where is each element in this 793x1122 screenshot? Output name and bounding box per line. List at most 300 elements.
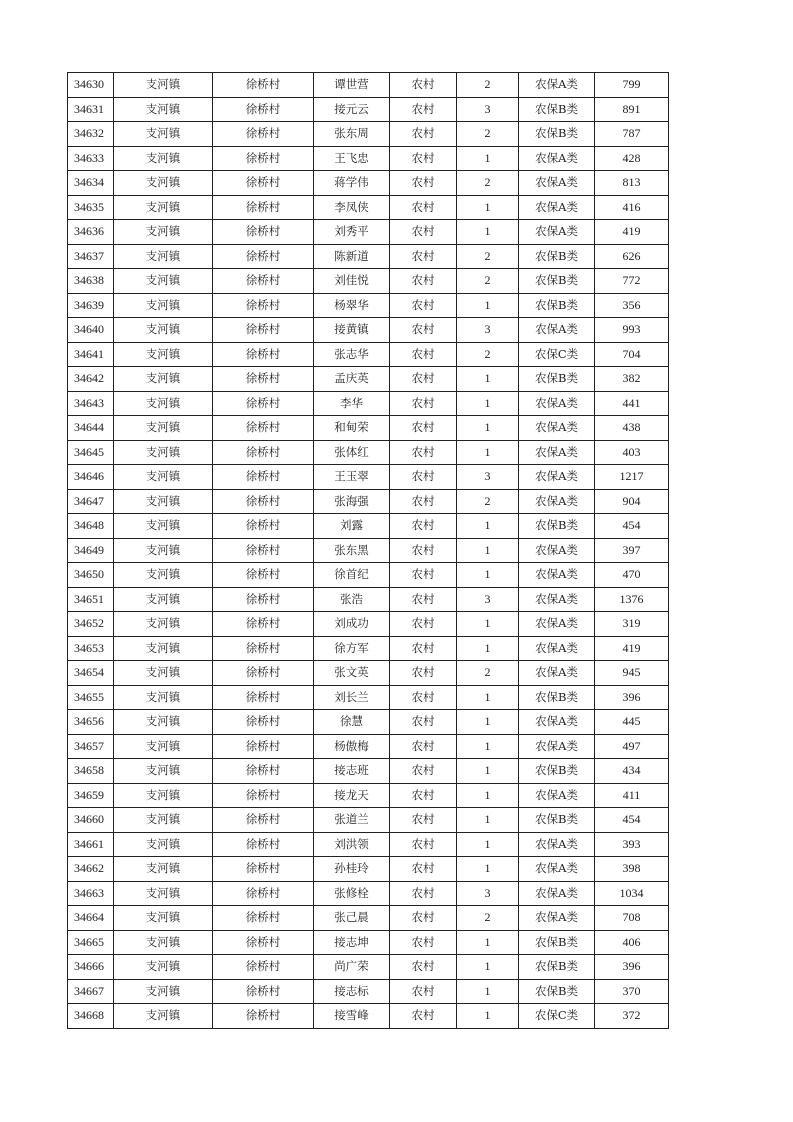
area-type-cell: 农村 [390,465,457,490]
area-type-cell: 农村 [390,97,457,122]
area-type-cell: 农村 [390,146,457,171]
amount-cell: 454 [595,514,669,539]
area-type-cell: 农村 [390,881,457,906]
household-count-cell: 1 [457,783,519,808]
village-cell: 徐桥村 [213,293,314,318]
table-body [68,73,669,1029]
person-name-cell: 杨翠华 [314,293,390,318]
household-count-cell: 1 [457,440,519,465]
person-name-cell: 李凤侠 [314,195,390,220]
village-cell: 徐桥村 [213,881,314,906]
household-count-cell: 1 [457,1004,519,1029]
household-count-cell: 3 [457,465,519,490]
insurance-category-cell: 农保A类 [519,881,595,906]
village-cell: 徐桥村 [213,440,314,465]
person-name-cell: 刘佳悦 [314,269,390,294]
household-count-cell: 1 [457,832,519,857]
insurance-category-cell: 农保A类 [519,538,595,563]
amount-cell: 397 [595,538,669,563]
area-type-cell: 农村 [390,636,457,661]
household-count-cell: 1 [457,220,519,245]
town-cell: 支河镇 [114,318,213,343]
household-count-cell: 1 [457,514,519,539]
village-cell: 徐桥村 [213,906,314,931]
village-cell: 徐桥村 [213,685,314,710]
town-cell: 支河镇 [114,857,213,882]
row-id-cell: 34665 [68,930,114,955]
table-row [68,930,669,955]
insurance-category-cell: 农保B类 [519,244,595,269]
village-cell: 徐桥村 [213,612,314,637]
village-cell: 徐桥村 [213,930,314,955]
town-cell: 支河镇 [114,269,213,294]
town-cell: 支河镇 [114,734,213,759]
table-row [68,881,669,906]
person-name-cell: 杨傲梅 [314,734,390,759]
town-cell: 支河镇 [114,710,213,735]
insurance-category-cell: 农保A类 [519,465,595,490]
insurance-category-cell: 农保A类 [519,612,595,637]
area-type-cell: 农村 [390,318,457,343]
household-count-cell: 3 [457,881,519,906]
village-cell: 徐桥村 [213,318,314,343]
area-type-cell: 农村 [390,440,457,465]
row-id-cell: 34647 [68,489,114,514]
table-row [68,661,669,686]
amount-cell: 704 [595,342,669,367]
amount-cell: 470 [595,563,669,588]
insurance-category-cell: 农保A类 [519,906,595,931]
area-type-cell: 农村 [390,955,457,980]
area-type-cell: 农村 [390,808,457,833]
area-type-cell: 农村 [390,220,457,245]
area-type-cell: 农村 [390,73,457,98]
area-type-cell: 农村 [390,269,457,294]
table-row [68,563,669,588]
household-count-cell: 2 [457,244,519,269]
household-count-cell: 1 [457,685,519,710]
area-type-cell: 农村 [390,734,457,759]
table-row [68,612,669,637]
insurance-category-cell: 农保B类 [519,367,595,392]
village-cell: 徐桥村 [213,832,314,857]
town-cell: 支河镇 [114,881,213,906]
town-cell: 支河镇 [114,391,213,416]
town-cell: 支河镇 [114,342,213,367]
amount-cell: 891 [595,97,669,122]
town-cell: 支河镇 [114,955,213,980]
amount-cell: 799 [595,73,669,98]
village-cell: 徐桥村 [213,391,314,416]
insurance-category-cell: 农保B类 [519,122,595,147]
town-cell: 支河镇 [114,563,213,588]
person-name-cell: 和甸荣 [314,416,390,441]
town-cell: 支河镇 [114,759,213,784]
insurance-category-cell: 农保B类 [519,930,595,955]
amount-cell: 406 [595,930,669,955]
insurance-category-cell: 农保A类 [519,563,595,588]
village-cell: 徐桥村 [213,416,314,441]
amount-cell: 419 [595,220,669,245]
amount-cell: 398 [595,857,669,882]
insurance-category-cell: 农保A类 [519,73,595,98]
village-cell: 徐桥村 [213,808,314,833]
area-type-cell: 农村 [390,832,457,857]
table-row [68,636,669,661]
village-cell: 徐桥村 [213,269,314,294]
amount-cell: 787 [595,122,669,147]
table-row [68,122,669,147]
person-name-cell: 陈新道 [314,244,390,269]
area-type-cell: 农村 [390,587,457,612]
person-name-cell: 接志班 [314,759,390,784]
person-name-cell: 接雪峰 [314,1004,390,1029]
row-id-cell: 34651 [68,587,114,612]
insurance-category-cell: 农保A类 [519,416,595,441]
household-count-cell: 1 [457,563,519,588]
village-cell: 徐桥村 [213,146,314,171]
town-cell: 支河镇 [114,244,213,269]
village-cell: 徐桥村 [213,759,314,784]
table-row [68,808,669,833]
amount-cell: 772 [595,269,669,294]
town-cell: 支河镇 [114,416,213,441]
insurance-category-cell: 农保B类 [519,685,595,710]
row-id-cell: 34650 [68,563,114,588]
town-cell: 支河镇 [114,832,213,857]
amount-cell: 993 [595,318,669,343]
insurance-category-cell: 农保A类 [519,783,595,808]
amount-cell: 356 [595,293,669,318]
insurance-category-cell: 农保A类 [519,636,595,661]
row-id-cell: 34635 [68,195,114,220]
household-count-cell: 2 [457,906,519,931]
row-id-cell: 34664 [68,906,114,931]
insurance-category-cell: 农保B类 [519,293,595,318]
row-id-cell: 34659 [68,783,114,808]
person-name-cell: 张东黑 [314,538,390,563]
household-count-cell: 1 [457,538,519,563]
row-id-cell: 34633 [68,146,114,171]
table-row [68,342,669,367]
row-id-cell: 34630 [68,73,114,98]
household-count-cell: 1 [457,857,519,882]
insurance-category-cell: 农保A类 [519,832,595,857]
row-id-cell: 34631 [68,97,114,122]
row-id-cell: 34667 [68,979,114,1004]
table-row [68,293,669,318]
amount-cell: 441 [595,391,669,416]
row-id-cell: 34640 [68,318,114,343]
person-name-cell: 接龙天 [314,783,390,808]
insurance-category-cell: 农保A类 [519,489,595,514]
insurance-category-cell: 农保B类 [519,955,595,980]
insurance-category-cell: 农保B类 [519,269,595,294]
town-cell: 支河镇 [114,465,213,490]
household-count-cell: 1 [457,710,519,735]
amount-cell: 813 [595,171,669,196]
table-row [68,1004,669,1029]
town-cell: 支河镇 [114,979,213,1004]
insurance-category-cell: 农保A类 [519,440,595,465]
person-name-cell: 蒋学伟 [314,171,390,196]
amount-cell: 372 [595,1004,669,1029]
table-row [68,783,669,808]
table-row [68,538,669,563]
village-cell: 徐桥村 [213,514,314,539]
town-cell: 支河镇 [114,636,213,661]
person-name-cell: 接元云 [314,97,390,122]
insurance-category-cell: 农保A类 [519,318,595,343]
row-id-cell: 34653 [68,636,114,661]
village-cell: 徐桥村 [213,587,314,612]
row-id-cell: 34634 [68,171,114,196]
row-id-cell: 34637 [68,244,114,269]
town-cell: 支河镇 [114,783,213,808]
household-count-cell: 1 [457,636,519,661]
amount-cell: 428 [595,146,669,171]
amount-cell: 319 [595,612,669,637]
town-cell: 支河镇 [114,538,213,563]
person-name-cell: 接志标 [314,979,390,1004]
row-id-cell: 34642 [68,367,114,392]
amount-cell: 1034 [595,881,669,906]
area-type-cell: 农村 [390,906,457,931]
person-name-cell: 刘露 [314,514,390,539]
table-row [68,195,669,220]
person-name-cell: 徐慧 [314,710,390,735]
household-count-cell: 1 [457,391,519,416]
amount-cell: 396 [595,955,669,980]
household-count-cell: 3 [457,587,519,612]
person-name-cell: 孙桂玲 [314,857,390,882]
area-type-cell: 农村 [390,514,457,539]
village-cell: 徐桥村 [213,710,314,735]
person-name-cell: 刘成功 [314,612,390,637]
household-count-cell: 1 [457,195,519,220]
area-type-cell: 农村 [390,1004,457,1029]
table-row [68,220,669,245]
village-cell: 徐桥村 [213,955,314,980]
row-id-cell: 34652 [68,612,114,637]
village-cell: 徐桥村 [213,1004,314,1029]
amount-cell: 945 [595,661,669,686]
person-name-cell: 王玉翠 [314,465,390,490]
area-type-cell: 农村 [390,122,457,147]
area-type-cell: 农村 [390,783,457,808]
person-name-cell: 张海强 [314,489,390,514]
village-cell: 徐桥村 [213,783,314,808]
person-name-cell: 徐方军 [314,636,390,661]
village-cell: 徐桥村 [213,538,314,563]
row-id-cell: 34641 [68,342,114,367]
town-cell: 支河镇 [114,293,213,318]
person-name-cell: 张体红 [314,440,390,465]
insurance-category-cell: 农保B类 [519,759,595,784]
row-id-cell: 34662 [68,857,114,882]
village-cell: 徐桥村 [213,465,314,490]
town-cell: 支河镇 [114,171,213,196]
area-type-cell: 农村 [390,293,457,318]
village-cell: 徐桥村 [213,97,314,122]
person-name-cell: 王飞忠 [314,146,390,171]
person-name-cell: 徐首纪 [314,563,390,588]
row-id-cell: 34668 [68,1004,114,1029]
person-name-cell: 李华 [314,391,390,416]
insurance-category-cell: 农保A类 [519,220,595,245]
amount-cell: 382 [595,367,669,392]
amount-cell: 416 [595,195,669,220]
table-row [68,685,669,710]
table-row [68,440,669,465]
household-count-cell: 1 [457,734,519,759]
row-id-cell: 34657 [68,734,114,759]
household-count-cell: 2 [457,171,519,196]
table-row [68,97,669,122]
insurance-category-cell: 农保B类 [519,808,595,833]
area-type-cell: 农村 [390,489,457,514]
insurance-category-cell: 农保C类 [519,342,595,367]
town-cell: 支河镇 [114,195,213,220]
household-count-cell: 3 [457,97,519,122]
village-cell: 徐桥村 [213,367,314,392]
table-row [68,587,669,612]
household-count-cell: 1 [457,955,519,980]
amount-cell: 1217 [595,465,669,490]
area-type-cell: 农村 [390,195,457,220]
amount-cell: 434 [595,759,669,784]
row-id-cell: 34655 [68,685,114,710]
table-row [68,710,669,735]
area-type-cell: 农村 [390,979,457,1004]
row-id-cell: 34661 [68,832,114,857]
insurance-category-cell: 农保A类 [519,710,595,735]
row-id-cell: 34636 [68,220,114,245]
household-count-cell: 1 [457,293,519,318]
person-name-cell: 尚广荣 [314,955,390,980]
area-type-cell: 农村 [390,759,457,784]
table-row [68,367,669,392]
person-name-cell: 张文英 [314,661,390,686]
table-row [68,857,669,882]
amount-cell: 419 [595,636,669,661]
person-name-cell: 接黄镇 [314,318,390,343]
table-row [68,465,669,490]
row-id-cell: 34638 [68,269,114,294]
household-count-cell: 1 [457,808,519,833]
insurance-category-cell: 农保A类 [519,171,595,196]
town-cell: 支河镇 [114,220,213,245]
table-row [68,979,669,1004]
row-id-cell: 34663 [68,881,114,906]
amount-cell: 1376 [595,587,669,612]
person-name-cell: 张浩 [314,587,390,612]
town-cell: 支河镇 [114,1004,213,1029]
row-id-cell: 34646 [68,465,114,490]
person-name-cell: 刘洪领 [314,832,390,857]
town-cell: 支河镇 [114,685,213,710]
person-name-cell: 张志华 [314,342,390,367]
town-cell: 支河镇 [114,122,213,147]
town-cell: 支河镇 [114,661,213,686]
person-name-cell: 张己晨 [314,906,390,931]
person-name-cell: 接志坤 [314,930,390,955]
area-type-cell: 农村 [390,391,457,416]
insurance-category-cell: 农保A类 [519,734,595,759]
village-cell: 徐桥村 [213,122,314,147]
amount-cell: 396 [595,685,669,710]
table-row [68,832,669,857]
row-id-cell: 34644 [68,416,114,441]
village-cell: 徐桥村 [213,195,314,220]
table-row [68,906,669,931]
village-cell: 徐桥村 [213,734,314,759]
town-cell: 支河镇 [114,906,213,931]
household-count-cell: 2 [457,661,519,686]
town-cell: 支河镇 [114,146,213,171]
area-type-cell: 农村 [390,171,457,196]
insurance-category-cell: 农保C类 [519,1004,595,1029]
row-id-cell: 34645 [68,440,114,465]
row-id-cell: 34648 [68,514,114,539]
row-id-cell: 34649 [68,538,114,563]
table-row [68,489,669,514]
area-type-cell: 农村 [390,857,457,882]
table-row [68,146,669,171]
table-row [68,244,669,269]
town-cell: 支河镇 [114,514,213,539]
row-id-cell: 34654 [68,661,114,686]
village-cell: 徐桥村 [213,636,314,661]
household-count-cell: 1 [457,416,519,441]
row-id-cell: 34639 [68,293,114,318]
amount-cell: 708 [595,906,669,931]
area-type-cell: 农村 [390,930,457,955]
area-type-cell: 农村 [390,563,457,588]
village-cell: 徐桥村 [213,171,314,196]
table-row [68,955,669,980]
town-cell: 支河镇 [114,367,213,392]
village-cell: 徐桥村 [213,342,314,367]
area-type-cell: 农村 [390,710,457,735]
data-table [67,72,669,1029]
person-name-cell: 张道兰 [314,808,390,833]
amount-cell: 904 [595,489,669,514]
area-type-cell: 农村 [390,244,457,269]
person-name-cell: 谭世营 [314,73,390,98]
table-row [68,269,669,294]
town-cell: 支河镇 [114,612,213,637]
person-name-cell: 张修栓 [314,881,390,906]
household-count-cell: 1 [457,612,519,637]
person-name-cell: 刘长兰 [314,685,390,710]
amount-cell: 626 [595,244,669,269]
amount-cell: 370 [595,979,669,1004]
village-cell: 徐桥村 [213,661,314,686]
village-cell: 徐桥村 [213,244,314,269]
area-type-cell: 农村 [390,416,457,441]
village-cell: 徐桥村 [213,489,314,514]
household-count-cell: 2 [457,342,519,367]
amount-cell: 497 [595,734,669,759]
row-id-cell: 34660 [68,808,114,833]
row-id-cell: 34643 [68,391,114,416]
amount-cell: 411 [595,783,669,808]
person-name-cell: 刘秀平 [314,220,390,245]
person-name-cell: 张东周 [314,122,390,147]
amount-cell: 454 [595,808,669,833]
table-row [68,759,669,784]
